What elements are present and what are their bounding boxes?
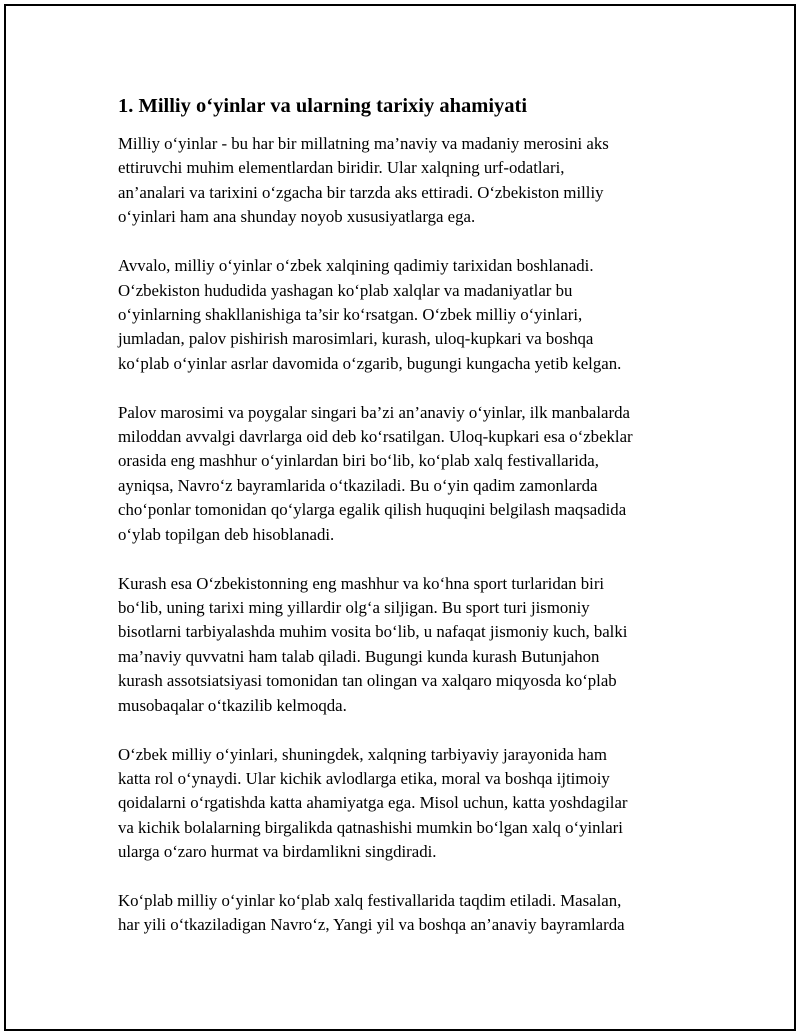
text-line: ayniqsa, Navro‘z bayramlarida o‘tkaziladi. Bu o‘yin qadim zamonlarda: [118, 475, 598, 495]
text-line: har yili o‘tkaziladigan Navro‘z, Yangi yil va boshqa an’anaviy bayramlarda: [118, 915, 625, 935]
paragraph-3: [118, 401, 684, 547]
text-line: o‘yinlarning shakllanishiga ta’sir ko‘rsatgan. O‘zbek milliy o‘yinlari,: [118, 304, 583, 324]
text-line: orasida eng mashhur o‘yinlardan biri bo‘lib, ko‘plab xalq festivallarida,: [118, 451, 599, 471]
text-line: Milliy o‘yinlar - bu har bir millatning ma’naviy va madaniy merosini aks: [118, 134, 609, 153]
text-line: an’analari va tarixini o‘zgacha bir tarzda aks ettiradi. O‘zbekiston milliy: [118, 182, 604, 202]
text-line: kurash assotsiatsiyasi tomonidan tan olingan va xalqaro miqyosda ko‘plab: [118, 671, 617, 691]
text-line: musobaqalar o‘tkazilib kelmoqda.: [118, 695, 347, 715]
text-line: bo‘lib, uning tarixi ming yillardir olg‘a siljigan. Bu sport turi jismoniy: [118, 598, 590, 617]
paragraph-1: [118, 132, 684, 230]
paragraph-6: [118, 889, 684, 938]
text-line: O‘zbek milliy o‘yinlari, shuningdek, xalqning tarbiyaviy jarayonida ham: [118, 744, 607, 764]
document-body: [118, 93, 684, 962]
text-line: cho‘ponlar tomonidan qo‘ylarga egalik qilish huquqini belgilash maqsadida: [118, 500, 627, 520]
text-line: ularga o‘zaro hurmat va birdamlikni singdiradi.: [118, 842, 437, 862]
text-line: ettiruvchi muhim elementlardan biridir. Ular xalqning urf-odatlari,: [118, 158, 565, 178]
text-line: bisotlarni tarbiyalashda muhim vosita bo‘lib, u nafaqat jismoniy kuch, balki: [118, 622, 628, 642]
text-line: Kurash esa O‘zbekistonning eng mashhur va ko‘hna sport turlaridan biri: [118, 573, 605, 593]
text-line: Avvalo, milliy o‘yinlar o‘zbek xalqining qadimiy tarixidan boshlanadi.: [118, 256, 594, 276]
paragraph-2: [118, 254, 684, 376]
paragraph-5: [118, 743, 684, 865]
text-line: o‘ylab topilgan deb hisoblanadi.: [118, 524, 335, 544]
text-line: jumladan, palov pishirish marosimlari, kurash, uloq-kupkari va boshqa: [118, 329, 594, 349]
text-line: katta rol o‘ynaydi. Ular kichik avlodlarga etika, moral va boshqa ijtimoiy: [118, 768, 610, 788]
text-line: Palov marosimi va poygalar singari ba’zi an’anaviy o‘yinlar, ilk manbalarda: [118, 402, 630, 422]
text-line: qoidalarni o‘rgatishda katta ahamiyatga ega. Misol uchun, katta yoshdagilar: [118, 793, 628, 813]
text-line: O‘zbekiston hududida yashagan ko‘plab xalqlar va madaniyatlar bu: [118, 280, 573, 300]
paragraph-4: [118, 572, 684, 718]
text-line: va kichik bolalarning birgalikda qatnashishi mumkin bo‘lgan xalq o‘yinlari: [118, 817, 623, 837]
text-line: miloddan avvalgi davrlarga oid deb ko‘rsatilgan. Uloq-kupkari esa o‘zbeklar: [118, 427, 633, 447]
text-line: ko‘plab o‘yinlar asrlar davomida o‘zgarib, bugungi kungacha yetib kelgan.: [118, 353, 622, 373]
section-heading: 1. Milliy o‘yinlar va ularning tarixiy ahamiyati: [118, 95, 528, 117]
text-line: Ko‘plab milliy o‘yinlar ko‘plab xalq festivallarida taqdim etiladi. Masalan,: [118, 891, 622, 911]
text-line: ma’naviy quvvatni ham talab qiladi. Bugungi kunda kurash Butunjahon: [118, 646, 600, 666]
text-line: o‘yinlari ham ana shunday noyob xususiyatlarga ega.: [118, 207, 476, 227]
